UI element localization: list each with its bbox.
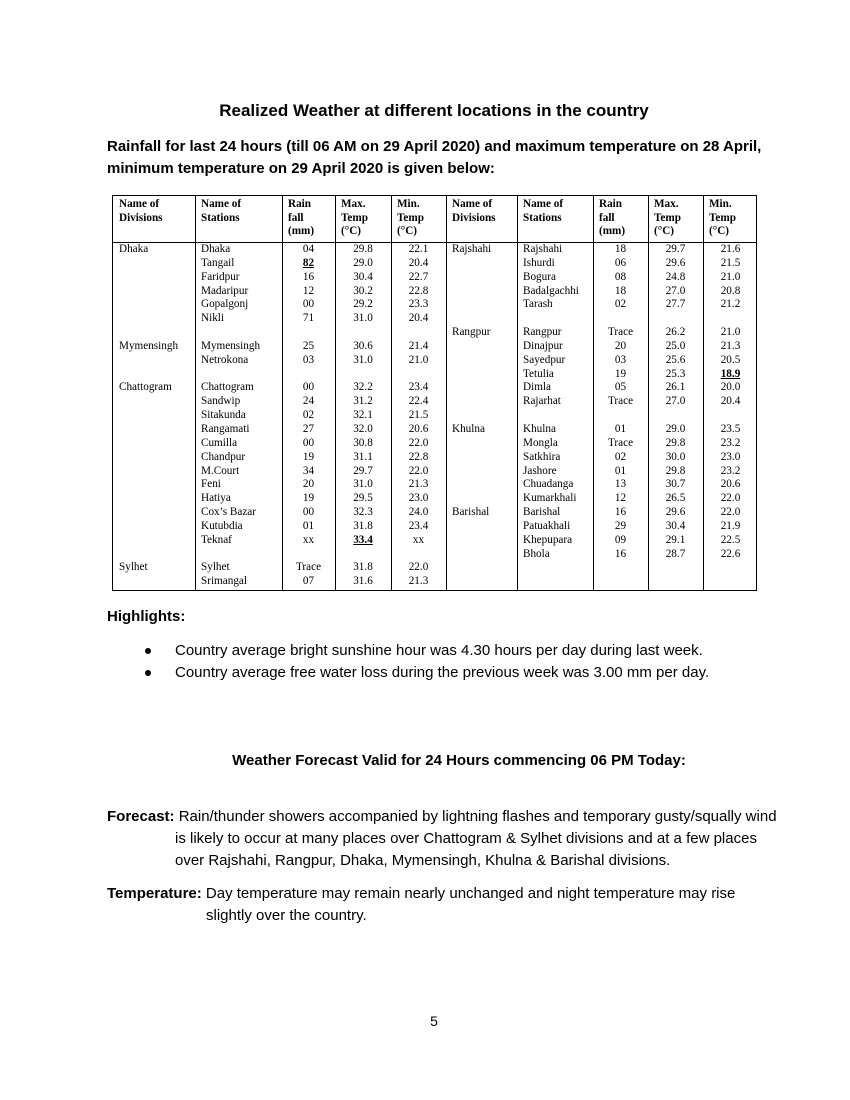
table-cell [113, 534, 195, 548]
table-cell: 22.6 [720, 547, 741, 560]
table-cell: 31.8 [353, 519, 373, 532]
table-cell: 25 [302, 339, 315, 352]
header-min-left: Min. Temp (°C) [397, 198, 424, 237]
table-cell [391, 326, 446, 340]
table-cell: 12 [302, 284, 315, 297]
table-cell: Nikli [201, 312, 224, 325]
table-cell: 29.2 [353, 298, 373, 311]
table-cell: 21.5 [408, 409, 429, 422]
table-cell [113, 368, 195, 382]
header-rain-left: Rain fall (mm) [288, 198, 315, 237]
table-cell [195, 548, 282, 562]
table-cell: Tarash [523, 298, 553, 311]
table-cell: Barishal [523, 506, 561, 519]
table-cell [446, 368, 517, 382]
temperature-label: Temperature: [107, 885, 202, 902]
table-cell: 23.4 [408, 381, 429, 394]
table-cell [195, 368, 282, 382]
col-max-right [648, 243, 703, 561]
table-cell: 23.4 [408, 519, 429, 532]
table-cell: 20.4 [408, 312, 429, 325]
col-stations-right [517, 243, 593, 561]
table-cell [391, 368, 446, 382]
col-max-left [335, 243, 391, 589]
table-cell [113, 409, 195, 423]
table-cell: 34 [302, 464, 315, 477]
header-stations-left: Name of Stations [201, 198, 242, 224]
table-cell: 08 [614, 270, 627, 283]
table-cell [113, 451, 195, 465]
table-cell [517, 312, 593, 326]
table-cell: 24 [302, 395, 315, 408]
table-cell: 22.0 [720, 492, 741, 505]
table-cell: 13 [614, 478, 627, 491]
table-cell [593, 409, 648, 423]
table-cell [446, 257, 517, 271]
table-cell: 22.7 [408, 270, 429, 283]
table-cell: 31.0 [353, 312, 373, 325]
table-cell: 20.5 [720, 353, 741, 366]
table-cell: 82 [302, 256, 315, 269]
table-cell: 29 [614, 519, 627, 532]
table-cell [113, 312, 195, 326]
header-divisions-left: Name of Divisions [119, 198, 163, 224]
table-cell: 18.9 [720, 367, 741, 380]
table-cell: 32.0 [353, 422, 373, 435]
table-cell [446, 285, 517, 299]
table-cell [648, 409, 703, 423]
table-cell: 02 [614, 298, 627, 311]
table-cell: 32.2 [353, 381, 373, 394]
table-cell: Sandwip [201, 395, 241, 408]
table-cell: 29.8 [665, 436, 686, 449]
table-cell [446, 395, 517, 409]
table-cell: Trace [607, 436, 634, 449]
table-cell: 20.6 [720, 478, 741, 491]
forecast-paragraph [107, 806, 777, 872]
table-cell: 16 [302, 270, 315, 283]
table-cell: 02 [302, 409, 315, 422]
col-min-left [391, 243, 446, 589]
table-cell: Bhola [523, 547, 550, 560]
table-cell: 25.6 [665, 353, 686, 366]
table-cell [113, 326, 195, 340]
table-cell: Chattogram [201, 381, 254, 394]
table-cell: 26.2 [665, 326, 686, 339]
table-cell [446, 465, 517, 479]
table-cell: Sylhet [201, 561, 230, 574]
table-cell: 29.7 [353, 464, 373, 477]
table-cell: Trace [607, 395, 634, 408]
col-min-right [703, 243, 758, 561]
table-cell [446, 354, 517, 368]
table-cell: 29.8 [353, 243, 373, 255]
weather-table [112, 195, 757, 591]
header-divisions-right: Name of Divisions [452, 198, 496, 224]
table-cell: 29.7 [665, 243, 686, 255]
table-cell: Rajshahi [452, 243, 492, 255]
list-item: Country average bright sunshine hour was 4.30 hours per day during last week. [145, 640, 785, 662]
highlights-list [145, 640, 785, 684]
table-cell [446, 478, 517, 492]
table-cell: 19 [614, 367, 627, 380]
table-cell: Rajarhat [523, 395, 561, 408]
table-cell: 03 [302, 353, 315, 366]
table-cell: 00 [302, 298, 315, 311]
table-cell: 30.6 [353, 339, 373, 352]
table-cell: 21.3 [720, 339, 741, 352]
table-cell: Sylhet [119, 561, 148, 574]
table-cell: 23.2 [720, 436, 741, 449]
table-cell: 26.5 [665, 492, 686, 505]
forecast-label: Forecast: [107, 808, 175, 825]
table-cell: 30.4 [353, 270, 373, 283]
table-cell: Sitakunda [201, 409, 246, 422]
table-cell: Feni [201, 478, 221, 491]
table-cell: 29.1 [665, 533, 686, 546]
table-cell [446, 520, 517, 534]
table-cell [282, 326, 335, 340]
table-cell: 22.5 [720, 533, 741, 546]
table-cell: 25.3 [665, 367, 686, 380]
table-cell: xx [412, 533, 425, 546]
table-cell [113, 354, 195, 368]
table-cell: 01 [614, 464, 627, 477]
table-cell: 21.3 [408, 575, 429, 588]
table-cell [703, 312, 758, 326]
header-min-right: Min. Temp (°C) [709, 198, 736, 237]
header-stations-right: Name of Stations [523, 198, 564, 224]
table-cell: Teknaf [201, 533, 232, 546]
table-cell: 25.0 [665, 339, 686, 352]
table-cell: 06 [614, 256, 627, 269]
table-cell: 22.1 [408, 243, 429, 255]
table-cell [446, 271, 517, 285]
table-cell: 30.2 [353, 284, 373, 297]
table-cell: 20 [302, 478, 315, 491]
table-cell: 27.0 [665, 395, 686, 408]
table-cell: 03 [614, 353, 627, 366]
table-cell: Bogura [523, 270, 556, 283]
table-cell: 18 [614, 243, 627, 255]
table-cell: Khepupara [523, 533, 573, 546]
col-divisions-left [113, 243, 195, 589]
table-cell: Rangamati [201, 422, 250, 435]
table-cell [446, 312, 517, 326]
table-cell: 22.0 [720, 506, 741, 519]
table-cell: Srimangal [201, 575, 247, 588]
table-cell: 23.3 [408, 298, 429, 311]
table-cell: 12 [614, 492, 627, 505]
table-cell: Satkhira [523, 450, 561, 463]
table-cell [113, 298, 195, 312]
table-cell: 29.0 [665, 422, 686, 435]
table-cell [335, 326, 391, 340]
table-cell: 19 [302, 492, 315, 505]
table-cell: 30.7 [665, 478, 686, 491]
table-cell: 24.8 [665, 270, 686, 283]
table-cell: Sayedpur [523, 353, 566, 366]
col-stations-left [195, 243, 282, 589]
table-cell [446, 492, 517, 506]
table-cell: 02 [614, 450, 627, 463]
table-cell [113, 492, 195, 506]
table-cell [113, 285, 195, 299]
table-cell: 29.8 [665, 464, 686, 477]
table-cell: Netrokona [201, 353, 249, 366]
table-cell: Barishal [452, 506, 490, 519]
table-cell: Khulna [452, 422, 485, 435]
table-cell: Rangpur [452, 326, 491, 339]
header-rain-right: Rain fall (mm) [599, 198, 626, 237]
table-cell: Tetulia [523, 367, 554, 380]
table-cell: Mongla [523, 436, 558, 449]
bullet-icon [145, 670, 151, 676]
table-cell [648, 312, 703, 326]
table-cell: 00 [302, 381, 315, 394]
table-cell [282, 368, 335, 382]
table-cell: Dinajpur [523, 339, 563, 352]
table-cell: 29.6 [665, 506, 686, 519]
table-cell: 29.0 [353, 256, 373, 269]
table-cell: Badalgachhi [523, 284, 579, 297]
table-cell: Kumarkhali [523, 492, 577, 505]
table-cell [113, 548, 195, 562]
forecast-title: Weather Forecast Valid for 24 Hours commencing 06 PM Today: [232, 752, 686, 769]
table-cell [517, 409, 593, 423]
table-cell: 24.0 [408, 506, 429, 519]
table-cell: 21.0 [720, 270, 741, 283]
table-cell [335, 548, 391, 562]
table-cell: 27 [302, 422, 315, 435]
table-cell: Faridpur [201, 270, 240, 283]
table-cell: 21.6 [720, 243, 741, 255]
temperature-paragraph [107, 883, 777, 927]
table-cell: Chandpur [201, 450, 246, 463]
table-cell: Mymensingh [201, 339, 261, 352]
table-cell: 16 [614, 506, 627, 519]
table-cell [446, 340, 517, 354]
table-cell: 30.4 [665, 519, 686, 532]
table-cell: 32.1 [353, 409, 373, 422]
table-cell [113, 575, 195, 589]
table-cell: 31.2 [353, 395, 373, 408]
table-cell: 30.0 [665, 450, 686, 463]
table-cell [446, 298, 517, 312]
table-cell: 20.8 [720, 284, 741, 297]
table-cell [113, 465, 195, 479]
table-cell: 28.7 [665, 547, 686, 560]
table-cell: Tangail [201, 256, 235, 269]
table-cell: 22.4 [408, 395, 429, 408]
table-cell: 22.0 [408, 464, 429, 477]
table-cell [113, 520, 195, 534]
table-cell: Dimla [523, 381, 551, 394]
table-cell [195, 326, 282, 340]
table-cell: 19 [302, 450, 315, 463]
header-max-left: Max. Temp (°C) [341, 198, 368, 237]
table-cell: 09 [614, 533, 627, 546]
table-cell [335, 368, 391, 382]
table-cell: 20.4 [720, 395, 741, 408]
table-cell: 31.0 [353, 478, 373, 491]
table-cell: 27.0 [665, 284, 686, 297]
table-cell: Chuadanga [523, 478, 574, 491]
table-cell: 23.0 [720, 450, 741, 463]
table-cell: Madaripur [201, 284, 249, 297]
table-cell: 22.8 [408, 284, 429, 297]
table-cell: Khulna [523, 422, 556, 435]
table-cell [446, 451, 517, 465]
table-intro: Rainfall for last 24 hours (till 06 AM on 29 April 2020) and maximum temperature on 28 April, minimum temperature on 29 April 2020 is given below: [107, 138, 762, 177]
table-cell: Gopalgonj [201, 298, 249, 311]
table-cell: 23.0 [408, 492, 429, 505]
table-cell: 01 [302, 519, 315, 532]
table-cell [113, 271, 195, 285]
table-cell: Cumilla [201, 436, 238, 449]
list-item: Country average free water loss during the previous week was 3.00 mm per day. [145, 662, 785, 684]
table-cell: 20 [614, 339, 627, 352]
table-cell: Trace [607, 326, 634, 339]
table-cell: Trace [295, 561, 322, 574]
table-cell: Rajshahi [523, 243, 563, 255]
table-cell [391, 548, 446, 562]
table-cell: 22.0 [408, 436, 429, 449]
table-cell: Patuakhali [523, 519, 571, 532]
highlights-title: Highlights: [107, 608, 186, 625]
table-cell [703, 409, 758, 423]
table-cell: M.Court [201, 464, 240, 477]
table-cell [446, 381, 517, 395]
table-cell: 31.6 [353, 575, 373, 588]
table-cell: 21.5 [720, 256, 741, 269]
table-cell: 23.2 [720, 464, 741, 477]
table-cell: 31.1 [353, 450, 373, 463]
table-cell [113, 437, 195, 451]
table-cell: Dhaka [201, 243, 231, 255]
table-cell: 21.0 [408, 353, 429, 366]
table-cell: 00 [302, 436, 315, 449]
table-cell [113, 395, 195, 409]
table-cell [446, 437, 517, 451]
table-cell: 00 [302, 506, 315, 519]
table-cell: Kutubdia [201, 519, 243, 532]
table-cell: 16 [614, 547, 627, 560]
table-cell: 21.9 [720, 519, 741, 532]
table-cell: 07 [302, 575, 315, 588]
table-cell [593, 312, 648, 326]
table-cell: 71 [302, 312, 315, 325]
table-cell: Mymensingh [119, 339, 179, 352]
table-cell [446, 548, 517, 562]
table-cell: 31.0 [353, 353, 373, 366]
table-cell: 21.4 [408, 339, 429, 352]
table-cell: Chattogram [119, 381, 172, 394]
table-cell: Jashore [523, 464, 557, 477]
table-cell: 29.5 [353, 492, 373, 505]
table-cell: 31.8 [353, 561, 373, 574]
table-cell: 18 [614, 284, 627, 297]
table-cell: 21.2 [720, 298, 741, 311]
page-number: 5 [430, 1013, 438, 1029]
table-cell: 33.4 [353, 533, 373, 546]
table-cell [446, 409, 517, 423]
table-cell: Hatiya [201, 492, 231, 505]
table-cell: 20.4 [408, 256, 429, 269]
table-cell: 27.7 [665, 298, 686, 311]
table-cell: xx [302, 533, 315, 546]
table-cell [113, 257, 195, 271]
table-cell [113, 478, 195, 492]
table-cell [446, 534, 517, 548]
table-cell: Dhaka [119, 243, 149, 255]
table-cell: 20.0 [720, 381, 741, 394]
table-cell: 21.0 [720, 326, 741, 339]
table-cell: 30.8 [353, 436, 373, 449]
table-cell: Ishurdi [523, 256, 555, 269]
table-cell: 29.6 [665, 256, 686, 269]
table-cell: Rangpur [523, 326, 562, 339]
col-rain-right [593, 243, 648, 561]
col-divisions-right [446, 243, 517, 561]
table-cell: 26.1 [665, 381, 686, 394]
table-cell: 32.3 [353, 506, 373, 519]
table-cell: 21.3 [408, 478, 429, 491]
table-cell [113, 506, 195, 520]
header-max-right: Max. Temp (°C) [654, 198, 681, 237]
table-cell: 20.6 [408, 422, 429, 435]
table-cell: Cox’s Bazar [201, 506, 256, 519]
bullet-icon [145, 648, 151, 654]
table-cell [113, 423, 195, 437]
table-cell: 04 [302, 243, 315, 255]
table-cell: 01 [614, 422, 627, 435]
forecast-text: Rain/thunder showers accompanied by lightning flashes and temporary gusty/squally wind is likely to occur at many places over Chattogram & Sylhet divisions and at a few places over Rajshahi, Rangpur, Dhaka, Mymensingh, Khulna & Barishal divisions. [175, 808, 777, 869]
temperature-text: Day temperature may remain nearly unchanged and night temperature may rise slightly over the country. [205, 885, 736, 924]
table-cell: 22.0 [408, 561, 429, 574]
table-cell [282, 548, 335, 562]
col-rain-left [282, 243, 335, 589]
table-cell: 23.5 [720, 422, 741, 435]
page-title: Realized Weather at different locations in the country [219, 101, 649, 120]
table-cell: 22.8 [408, 450, 429, 463]
table-cell: 05 [614, 381, 627, 394]
